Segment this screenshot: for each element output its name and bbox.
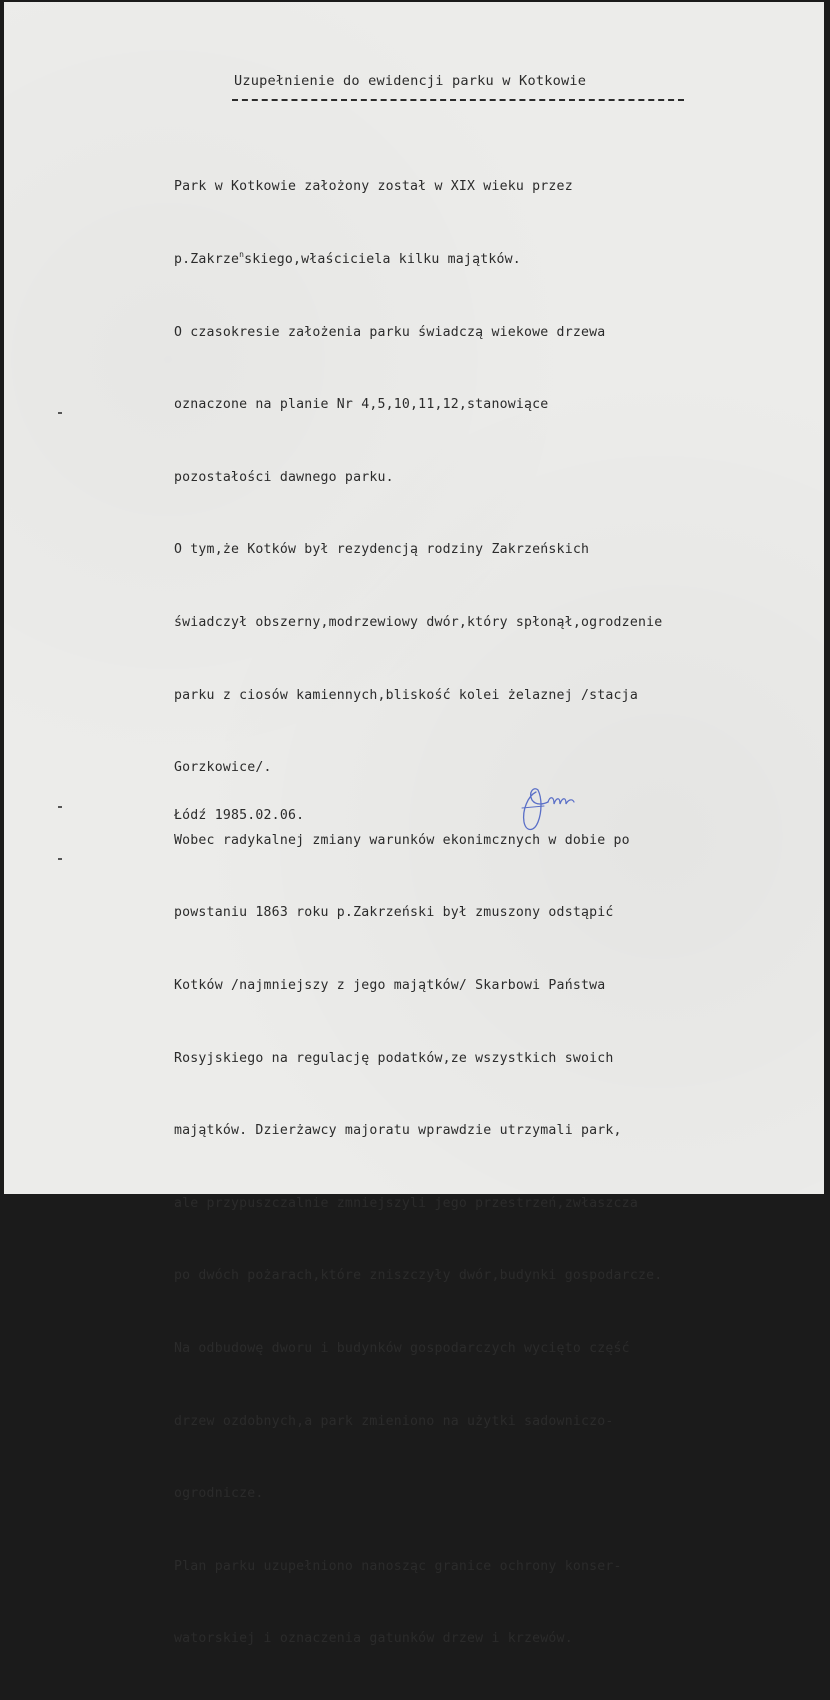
body-line: Na odbudowę dworu i budynków gospodarczych wycięto część <box>174 1340 630 1356</box>
place-and-date: Łódź 1985.02.06. <box>174 808 305 823</box>
document-page <box>4 2 824 1647</box>
superscript-correction: n <box>239 250 245 259</box>
body-line: powstaniu 1863 roku p.Zakrzeński był zmuszony odstąpić <box>174 905 614 921</box>
body-line: parku z ciosów kamiennych,bliskość kolei żelaznej /stacja <box>174 687 638 703</box>
document-body <box>174 127 662 1700</box>
margin-mark <box>58 412 62 414</box>
body-line: Plan parku uzupełniono nanosząc granice ochrony konser- <box>174 1558 622 1574</box>
body-line: O czasokresie założenia parku świadczą wiekowe drzewa <box>174 324 606 340</box>
body-line: Kotków /najmniejszy z jego majątków/ Skarbowi Państwa <box>174 977 606 993</box>
body-line: ogrodnicze. <box>174 1486 264 1502</box>
body-line: Gorzkowice/. <box>174 760 272 776</box>
body-line: O tym,że Kotków był rezydencją rodziny Zakrzeńskich <box>174 542 590 558</box>
document-title: Uzupełnienie do ewidencji parku w Kotkowie <box>234 73 587 89</box>
body-line: majątków. Dzierżawcy majoratu wprawdzie utrzymali park, <box>174 1123 622 1139</box>
body-line: Wobec radykalnej zmiany warunków ekonimcznych w dobie po <box>174 832 630 848</box>
body-line: pozostałości dawnego parku. <box>174 469 394 485</box>
body-line: oznaczone na planie Nr 4,5,10,11,12,stanowiące <box>174 397 549 413</box>
body-line: ale przypuszczalnie zmniejszyli jego przestrzeń,zwłaszcza <box>174 1195 638 1211</box>
body-line: watorskiej i oznaczenia gatunków drzew i krzewów. <box>174 1631 573 1647</box>
title-underline <box>232 99 684 101</box>
body-line: po dwóch pożarach,które zniszczyły dwór,budynki gospodarcze. <box>174 1268 663 1284</box>
body-line: świadczył obszerny,modrzewiowy dwór,który spłonął,ogrodzenie <box>174 614 663 630</box>
margin-mark <box>58 806 62 808</box>
handwritten-signature <box>514 782 584 834</box>
body-line: p.Zakrze$^n$skiego,właściciela kilku majątków. <box>174 250 521 267</box>
body-line: Rosyjskiego na regulację podatków,ze wszystkich swoich <box>174 1050 614 1066</box>
margin-mark <box>58 858 62 860</box>
body-line: drzew ozdobnych,a park zmieniono na użytki sadowniczo- <box>174 1413 614 1429</box>
body-line: Park w Kotkowie założony został w XIX wieku przez <box>174 179 573 195</box>
